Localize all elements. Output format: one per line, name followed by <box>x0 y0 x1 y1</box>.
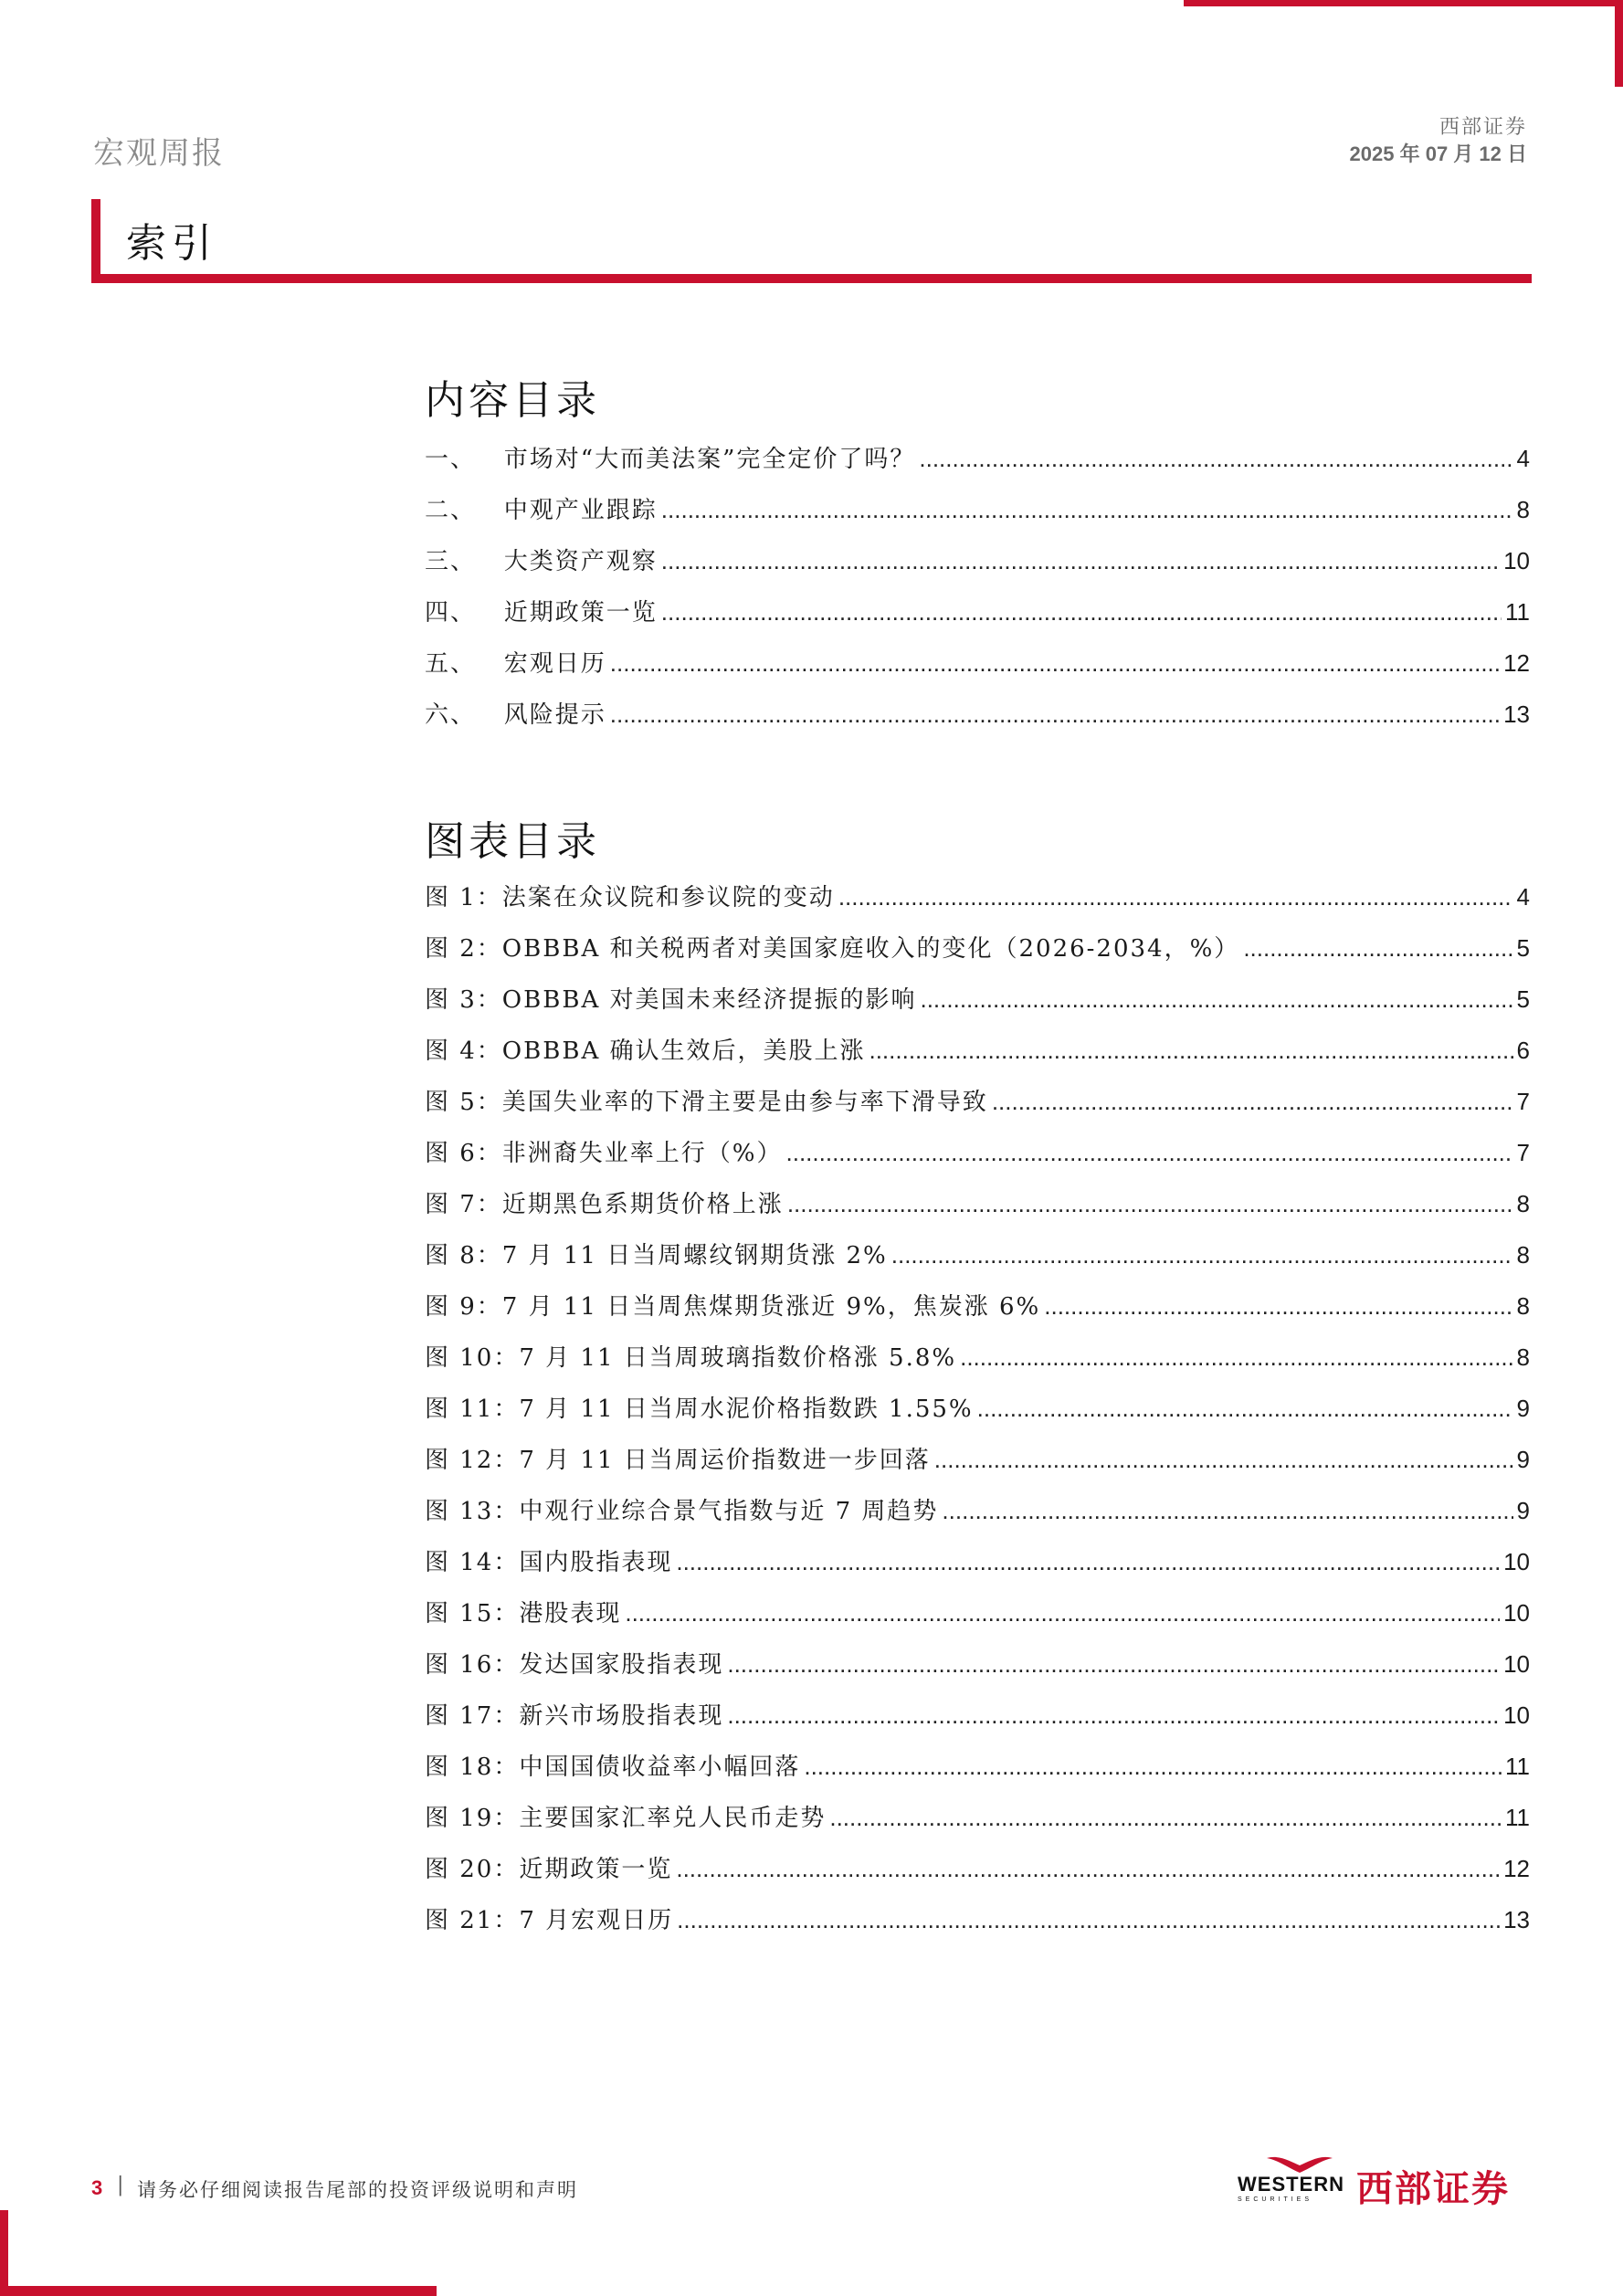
figure-entry-page: 13 <box>1503 1906 1530 1933</box>
contents-entry-page: 10 <box>1503 547 1530 574</box>
contents-entry[interactable] <box>425 696 1530 747</box>
figure-entry-page: 7 <box>1516 1139 1530 1166</box>
logo-english-subtitle: SECURITIES <box>1238 2196 1313 2203</box>
dot-leader <box>786 1139 1513 1167</box>
dot-leader <box>977 1395 1513 1423</box>
contents-entry-label: 五、 宏观日历 <box>425 650 606 678</box>
dot-leader <box>829 1804 1502 1832</box>
figure-entry[interactable] <box>425 1492 1530 1543</box>
figure-entry[interactable] <box>425 1799 1530 1850</box>
dot-leader <box>1243 934 1512 963</box>
contents-list <box>425 440 1530 747</box>
index-underline <box>91 274 1532 283</box>
figure-entry[interactable] <box>425 1646 1530 1697</box>
figure-entry-page: 11 <box>1505 1804 1530 1831</box>
figure-entry-page: 8 <box>1516 1343 1530 1371</box>
figure-entry[interactable] <box>425 1901 1530 1953</box>
figure-entry-page: 7 <box>1516 1088 1530 1115</box>
figure-entry-page: 10 <box>1503 1650 1530 1678</box>
figure-entry[interactable] <box>425 1185 1530 1237</box>
figure-entry-label: 图 17：新兴市场股指表现 <box>425 1702 724 1730</box>
footer-page-number: 3 <box>91 2176 103 2199</box>
footer-separator: | <box>117 2174 124 2196</box>
figure-entry-page: 12 <box>1503 1855 1530 1882</box>
top-right-corner-bar-vertical <box>1615 0 1623 87</box>
contents-entry[interactable] <box>425 645 1530 696</box>
figures-list <box>425 879 1530 1953</box>
contents-entry-label: 二、 中观产业跟踪 <box>425 497 658 524</box>
figure-entry-label: 图 7：近期黑色系期货价格上涨 <box>425 1191 784 1218</box>
figure-entry[interactable] <box>425 1390 1530 1441</box>
figure-entry-label: 图 6：非洲裔失业率上行（%） <box>425 1140 783 1167</box>
figure-entry-label: 图 1：法案在众议院和参议院的变动 <box>425 884 835 911</box>
figure-entry[interactable] <box>425 1697 1530 1748</box>
dot-leader <box>1044 1292 1512 1321</box>
logo-chinese-name: 西部证券 <box>1356 2168 1510 2210</box>
report-date: 2025 年 07 月 12 日 <box>1349 142 1527 165</box>
dot-leader <box>727 1701 1500 1730</box>
contents-entry[interactable] <box>425 491 1530 542</box>
figure-entry[interactable] <box>425 1595 1530 1646</box>
index-accent-bar <box>91 199 100 283</box>
figure-entry-page: 10 <box>1503 1701 1530 1729</box>
contents-entry-page: 8 <box>1516 496 1530 523</box>
figure-entry[interactable] <box>425 930 1530 981</box>
contents-entry-page: 13 <box>1503 700 1530 728</box>
contents-entry[interactable] <box>425 542 1530 594</box>
figure-entry-page: 8 <box>1516 1292 1530 1320</box>
dot-leader <box>727 1650 1500 1679</box>
figure-entry-label: 图 3：OBBBA 对美国未来经济提振的影响 <box>425 986 917 1014</box>
figure-entry-label: 图 15：港股表现 <box>425 1600 622 1627</box>
figure-entry[interactable] <box>425 1288 1530 1339</box>
figure-entry-label: 图 2：OBBBA 和关税两者对美国家庭收入的变化（2026-2034，%） <box>425 935 1240 963</box>
contents-entry-page: 4 <box>1516 445 1530 472</box>
figure-entry[interactable] <box>425 1083 1530 1134</box>
dot-leader <box>920 985 1512 1014</box>
dot-leader <box>838 883 1513 911</box>
figure-entry-label: 图 18：中国国债收益率小幅回落 <box>425 1754 801 1781</box>
figure-entry-page: 10 <box>1503 1599 1530 1627</box>
dot-leader <box>676 1855 1500 1883</box>
dot-leader <box>869 1037 1512 1065</box>
figure-entry-label: 图 5：美国失业率的下滑主要是由参与率下滑导致 <box>425 1089 988 1116</box>
index-title: 索引 <box>126 220 217 267</box>
figure-entry-label: 图 19：主要国家汇率兑人民币走势 <box>425 1805 827 1832</box>
dot-leader <box>891 1241 1513 1269</box>
figure-entry-label: 图 9：7 月 11 日当周焦煤期货涨近 9%，焦炭涨 6% <box>425 1293 1041 1321</box>
footer-disclaimer: 请务必仔细阅读报告尾部的投资评级说明和声明 <box>137 2179 578 2201</box>
figure-entry[interactable] <box>425 1748 1530 1799</box>
dot-leader <box>934 1446 1513 1474</box>
figure-entry[interactable] <box>425 1032 1530 1083</box>
figures-heading: 图表目录 <box>425 818 600 865</box>
dot-leader <box>919 445 1512 473</box>
figure-entry-page: 5 <box>1516 985 1530 1013</box>
figure-entry-label: 图 16：发达国家股指表现 <box>425 1651 724 1679</box>
figure-entry[interactable] <box>425 1850 1530 1901</box>
broker-name: 西部证券 <box>1439 116 1527 139</box>
contents-heading: 内容目录 <box>425 377 600 424</box>
figure-entry-label: 图 21：7 月宏观日历 <box>425 1907 674 1934</box>
dot-leader <box>661 496 1513 524</box>
figure-entry[interactable] <box>425 1134 1530 1185</box>
figure-entry-page: 8 <box>1516 1190 1530 1217</box>
dot-leader <box>625 1599 1500 1627</box>
dot-leader <box>960 1343 1512 1372</box>
dot-leader <box>804 1753 1502 1781</box>
figure-entry[interactable] <box>425 1237 1530 1288</box>
figure-entry-label: 图 4：OBBBA 确认生效后，美股上涨 <box>425 1037 866 1065</box>
figure-entry[interactable] <box>425 981 1530 1032</box>
logo-english-name: WESTERN <box>1238 2173 1344 2196</box>
figure-entry-page: 9 <box>1516 1446 1530 1473</box>
contents-entry[interactable] <box>425 594 1530 645</box>
figure-entry-page: 5 <box>1516 934 1530 962</box>
dot-leader <box>992 1088 1513 1116</box>
figure-entry-label: 图 10：7 月 11 日当周玻璃指数价格涨 5.8% <box>425 1344 957 1372</box>
figure-entry[interactable] <box>425 1339 1530 1390</box>
figure-entry-page: 8 <box>1516 1241 1530 1269</box>
dot-leader <box>661 598 1502 627</box>
figure-entry-label: 图 14：国内股指表现 <box>425 1549 673 1576</box>
figure-entry-page: 11 <box>1505 1753 1530 1780</box>
dot-leader <box>677 1906 1500 1934</box>
bottom-left-corner-bar <box>0 2286 437 2296</box>
top-right-corner-bar <box>1184 0 1623 6</box>
figure-entry-page: 6 <box>1516 1037 1530 1064</box>
dot-leader <box>676 1548 1500 1576</box>
figure-entry-label: 图 8：7 月 11 日当周螺纹钢期货涨 2% <box>425 1242 888 1269</box>
contents-entry-label: 一、 市场对“大而美法案”完全定价了吗？ <box>425 446 916 473</box>
western-securities-logo <box>1238 2153 1534 2217</box>
figure-entry[interactable] <box>425 1441 1530 1492</box>
figure-entry-page: 4 <box>1516 883 1530 911</box>
figure-entry-label: 图 20：近期政策一览 <box>425 1856 673 1883</box>
figure-entry[interactable] <box>425 879 1530 930</box>
contents-entry[interactable] <box>425 440 1530 491</box>
figure-entry-page: 9 <box>1516 1395 1530 1422</box>
report-type: 宏观周报 <box>93 135 225 172</box>
contents-entry-label: 四、 近期政策一览 <box>425 599 658 627</box>
dot-leader <box>942 1497 1512 1525</box>
contents-entry-label: 六、 风险提示 <box>425 701 606 729</box>
dot-leader <box>610 649 1500 678</box>
dot-leader <box>610 700 1500 729</box>
contents-entry-page: 12 <box>1503 649 1530 677</box>
figure-entry-label: 图 11：7 月 11 日当周水泥价格指数跌 1.55% <box>425 1396 974 1423</box>
bottom-left-corner-bar-vertical <box>0 2210 8 2296</box>
dot-leader <box>661 547 1500 575</box>
dot-leader <box>787 1190 1513 1218</box>
contents-entry-label: 三、 大类资产观察 <box>425 548 658 575</box>
figure-entry-page: 9 <box>1516 1497 1530 1524</box>
figure-entry-page: 10 <box>1503 1548 1530 1575</box>
figure-entry[interactable] <box>425 1543 1530 1595</box>
contents-entry-page: 11 <box>1505 598 1530 626</box>
figure-entry-label: 图 13：中观行业综合景气指数与近 7 周趋势 <box>425 1498 939 1525</box>
figure-entry-label: 图 12：7 月 11 日当周运价指数进一步回落 <box>425 1447 931 1474</box>
